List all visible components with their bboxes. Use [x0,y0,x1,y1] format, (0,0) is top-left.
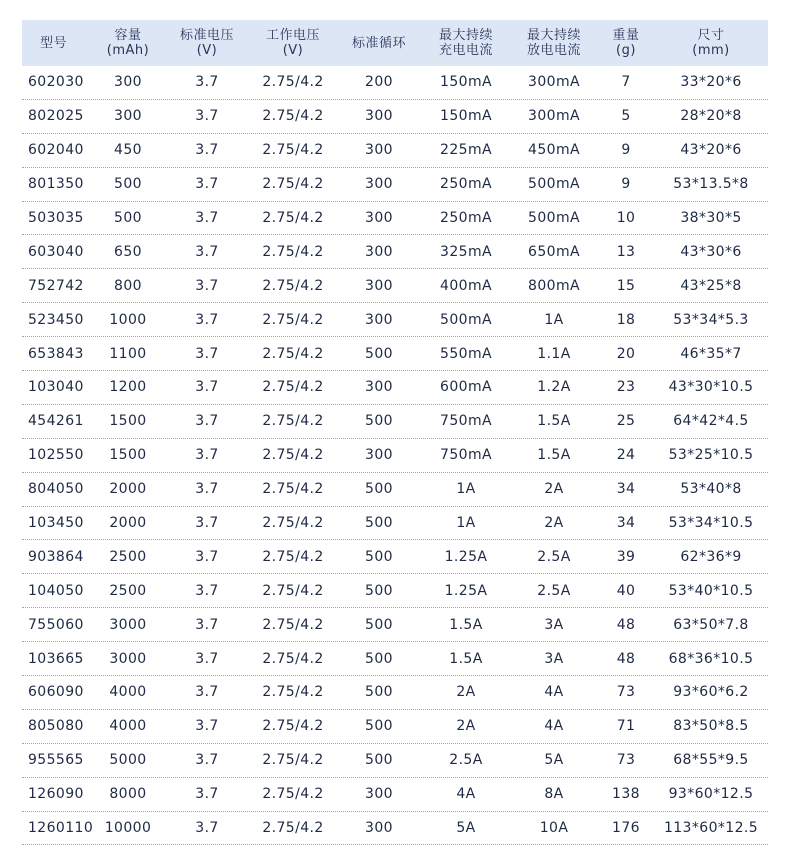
table-cell: 2.75/4.2 [262,718,324,735]
table-cell: 4A [544,684,564,701]
table-cell: 2A [456,718,476,735]
table-cell: 400mA [440,277,492,294]
table-cell: 53*40*8 [680,481,742,498]
table-cell: 500mA [440,311,492,328]
table-cell: 103040 [28,379,84,396]
table-cell: 300 [365,210,393,226]
header-line: (g) [616,43,636,58]
table-row [22,202,768,236]
header-line: 放电电流 [526,43,581,58]
table-cell: 3.7 [195,210,219,226]
table-cell: 2.75/4.2 [262,752,324,769]
header-line: (V) [282,43,304,58]
table-cell: 73 [616,752,636,769]
table-cell: 1200 [109,379,147,396]
table-cell: 2.75/4.2 [262,142,324,159]
table-cell: 454261 [28,413,84,430]
header-max-discharge-current [510,20,598,66]
table-cell: 3.7 [195,74,219,91]
header-line: 容量 [114,28,142,43]
table-cell: 804050 [28,481,84,498]
table-cell: 3.7 [195,548,219,565]
table-cell: 150mA [440,74,492,91]
table-cell: 2.75/4.2 [262,345,324,362]
table-row [22,642,768,676]
table-cell: 750mA [440,447,492,464]
table-cell: 2.75/4.2 [262,515,324,532]
table-cell: 43*30*10.5 [668,379,754,396]
header-model [22,20,92,66]
table-row [22,337,768,371]
table-cell: 225mA [440,142,492,159]
table-cell: 64*42*4.5 [673,413,749,430]
table-cell: 93*60*6.2 [673,684,749,701]
table-cell: 68*36*10.5 [668,650,754,667]
table-cell: 300 [365,786,393,803]
table-cell: 500mA [528,176,580,193]
table-cell: 955565 [28,752,84,769]
table-cell: 3.7 [195,447,219,464]
table-cell: 20 [616,345,636,362]
table-cell: 500 [365,345,393,362]
table-cell: 3A [544,650,564,667]
table-cell: 3000 [109,650,147,667]
header-max-charge-current [422,20,510,66]
table-cell: 523450 [28,311,84,328]
table-cell: 3.7 [195,684,219,701]
table-row [22,744,768,778]
header-line: (mm) [692,43,730,58]
table-cell: 802025 [28,108,84,125]
table-cell: 1.5A [449,616,483,633]
table-cell: 3.7 [195,277,219,294]
table-cell: 5A [456,820,476,837]
table-cell: 3.7 [195,379,219,396]
table-cell: 4000 [109,684,147,701]
table-cell: 755060 [28,616,84,633]
table-cell: 300 [365,277,393,294]
table-row [22,540,768,574]
table-row [22,473,768,507]
table-cell: 1.5A [449,650,483,667]
table-cell: 48 [616,650,636,667]
table-row [22,100,768,134]
table-cell: 500 [365,481,393,498]
table-cell: 18 [616,311,636,328]
table-row [22,574,768,608]
table-cell: 3.7 [195,515,219,532]
table-cell: 4A [544,718,564,735]
table-cell: 3.7 [195,176,219,193]
table-row [22,507,768,541]
table-cell: 4A [456,786,476,803]
table-cell: 103665 [28,650,84,667]
table-cell: 903864 [28,548,84,565]
header-line: 重量 [612,28,640,43]
table-cell: 3.7 [195,108,219,125]
table-cell: 2.5A [537,582,571,599]
header-standard-cycle [336,20,422,66]
table-cell: 138 [612,786,640,803]
header-line: 标准电压 [179,28,234,43]
table-body [22,66,768,845]
table-row [22,371,768,405]
table-row [22,812,768,846]
table-cell: 113*60*12.5 [663,820,759,837]
header-line: 工作电压 [265,28,320,43]
table-row [22,66,768,100]
table-cell: 500 [365,684,393,701]
table-cell: 71 [616,718,636,735]
table-cell: 68*55*9.5 [673,752,749,769]
table-cell: 503035 [28,210,84,226]
table-cell: 13 [616,243,636,260]
table-cell: 1.25A [444,582,488,599]
table-cell: 500 [365,413,393,430]
table-cell: 3.7 [195,718,219,735]
table-cell: 43*30*6 [680,243,742,260]
table-cell: 500 [365,582,393,599]
table-cell: 2.75/4.2 [262,481,324,498]
table-cell: 300 [365,820,393,837]
table-cell: 5A [544,752,564,769]
table-cell: 200 [365,74,393,91]
table-row [22,439,768,473]
table-row [22,778,768,812]
table-cell: 2.75/4.2 [262,74,324,91]
table-cell: 24 [616,447,636,464]
table-row [22,303,768,337]
header-line: 尺寸 [697,28,725,43]
table-cell: 104050 [28,582,84,599]
table-cell: 2500 [109,582,147,599]
table-cell: 3A [544,616,564,633]
table-cell: 102550 [28,447,84,464]
table-cell: 1.1A [537,345,571,362]
table-cell: 3.7 [195,650,219,667]
table-cell: 2.75/4.2 [262,108,324,125]
table-cell: 300 [365,142,393,159]
table-cell: 3.7 [195,345,219,362]
table-cell: 39 [616,548,636,565]
table-cell: 53*40*10.5 [668,582,754,599]
table-cell: 2A [456,684,476,701]
table-cell: 83*50*8.5 [673,718,749,735]
table-cell: 2000 [109,481,147,498]
table-cell: 3.7 [195,752,219,769]
table-cell: 1260110 [28,820,94,837]
table-cell: 10 [616,210,636,226]
table-cell: 8000 [109,786,147,803]
table-cell: 3000 [109,616,147,633]
table-row [22,710,768,744]
table-cell: 1A [544,311,564,328]
table-row [22,405,768,439]
table-cell: 1.25A [444,548,488,565]
table-cell: 300 [114,108,142,125]
table-cell: 3.7 [195,481,219,498]
table-cell: 752742 [28,277,84,294]
table-cell: 2.5A [537,548,571,565]
table-cell: 3.7 [195,786,219,803]
table-cell: 43*20*6 [680,142,742,159]
table-cell: 300mA [528,74,580,91]
table-cell: 2000 [109,515,147,532]
table-cell: 2.75/4.2 [262,447,324,464]
table-cell: 2.75/4.2 [262,820,324,837]
header-size [654,20,768,66]
table-cell: 500 [365,515,393,532]
table-cell: 650 [114,243,142,260]
table-cell: 653843 [28,345,84,362]
table-cell: 1.2A [537,379,571,396]
table-cell: 2.75/4.2 [262,210,324,226]
table-row [22,269,768,303]
header-nominal-voltage [164,20,250,66]
table-cell: 2.75/4.2 [262,616,324,633]
table-cell: 10000 [104,820,152,837]
table-cell: 300 [365,447,393,464]
header-capacity [92,20,164,66]
table-cell: 1000 [109,311,147,328]
table-cell: 2.75/4.2 [262,379,324,396]
table-cell: 3.7 [195,311,219,328]
table-cell: 38*30*5 [680,210,742,226]
table-cell: 550mA [440,345,492,362]
table-row [22,168,768,202]
table-cell: 126090 [28,786,84,803]
table-cell: 28*20*8 [680,108,742,125]
table-cell: 2A [544,481,564,498]
table-cell: 2A [544,515,564,532]
table-cell: 10A [539,820,569,837]
table-cell: 500 [114,210,142,226]
table-cell: 40 [616,582,636,599]
table-cell: 500 [365,650,393,667]
table-cell: 2500 [109,548,147,565]
table-cell: 63*50*7.8 [673,616,749,633]
table-cell: 33*20*6 [680,74,742,91]
table-cell: 1A [456,515,476,532]
table-cell: 23 [616,379,636,396]
header-line: 最大持续 [438,28,493,43]
table-cell: 9 [621,142,631,159]
table-cell: 805080 [28,718,84,735]
table-row [22,235,768,269]
table-cell: 500 [365,616,393,633]
table-cell: 1A [456,481,476,498]
table-cell: 300 [365,311,393,328]
table-cell: 325mA [440,243,492,260]
table-cell: 34 [616,481,636,498]
table-cell: 2.75/4.2 [262,176,324,193]
table-cell: 48 [616,616,636,633]
table-cell: 500 [114,176,142,193]
table-cell: 2.75/4.2 [262,786,324,803]
table-cell: 300 [365,379,393,396]
table-header [22,20,768,66]
table-cell: 800 [114,277,142,294]
table-cell: 9 [621,176,631,193]
table-cell: 15 [616,277,636,294]
table-cell: 500 [365,752,393,769]
table-cell: 1500 [109,413,147,430]
table-cell: 2.75/4.2 [262,277,324,294]
table-cell: 3.7 [195,582,219,599]
header-line: 型号 [40,35,68,51]
table-cell: 500mA [528,210,580,226]
table-cell: 300mA [528,108,580,125]
table-cell: 450 [114,142,142,159]
battery-spec-table [22,20,768,845]
header-weight [598,20,654,66]
table-cell: 500 [365,718,393,735]
table-cell: 300 [365,176,393,193]
table-cell: 53*34*5.3 [673,311,749,328]
table-cell: 2.5A [449,752,483,769]
table-row [22,676,768,710]
table-cell: 3.7 [195,413,219,430]
table-cell: 300 [365,108,393,125]
table-row [22,608,768,642]
table-cell: 250mA [440,176,492,193]
table-cell: 750mA [440,413,492,430]
table-cell: 602030 [28,74,84,91]
table-cell: 43*25*8 [680,277,742,294]
table-cell: 5 [621,108,631,125]
table-cell: 93*60*12.5 [668,786,754,803]
header-line: 标准循环 [351,35,406,51]
table-cell: 53*25*10.5 [668,447,754,464]
table-cell: 606090 [28,684,84,701]
table-cell: 1.5A [537,447,571,464]
table-cell: 2.75/4.2 [262,243,324,260]
table-cell: 2.75/4.2 [262,650,324,667]
table-cell: 8A [544,786,564,803]
table-cell: 2.75/4.2 [262,548,324,565]
table-cell: 2.75/4.2 [262,311,324,328]
header-line: 充电电流 [438,43,493,58]
table-cell: 34 [616,515,636,532]
table-cell: 3.7 [195,243,219,260]
header-line: 最大持续 [526,28,581,43]
table-cell: 801350 [28,176,84,193]
table-cell: 103450 [28,515,84,532]
table-cell: 450mA [528,142,580,159]
table-cell: 25 [616,413,636,430]
header-line: (V) [196,43,218,58]
table-cell: 1.5A [537,413,571,430]
header-line: (mAh) [106,43,150,58]
table-cell: 300 [365,243,393,260]
table-row [22,134,768,168]
table-cell: 2.75/4.2 [262,582,324,599]
table-cell: 53*34*10.5 [668,515,754,532]
table-cell: 150mA [440,108,492,125]
table-cell: 73 [616,684,636,701]
table-cell: 250mA [440,210,492,226]
table-cell: 650mA [528,243,580,260]
table-cell: 1100 [109,345,147,362]
table-cell: 62*36*9 [680,548,742,565]
table-cell: 3.7 [195,820,219,837]
header-working-voltage [250,20,336,66]
table-cell: 2.75/4.2 [262,413,324,430]
table-cell: 4000 [109,718,147,735]
table-cell: 46*35*7 [680,345,742,362]
table-cell: 3.7 [195,142,219,159]
table-cell: 500 [365,548,393,565]
table-cell: 53*13.5*8 [673,176,749,193]
table-cell: 800mA [528,277,580,294]
table-cell: 600mA [440,379,492,396]
table-cell: 2.75/4.2 [262,684,324,701]
table-cell: 300 [114,74,142,91]
table-cell: 176 [612,820,640,837]
table-cell: 1500 [109,447,147,464]
table-cell: 5000 [109,752,147,769]
table-cell: 3.7 [195,616,219,633]
table-cell: 602040 [28,142,84,159]
table-cell: 7 [621,74,631,91]
table-cell: 603040 [28,243,84,260]
